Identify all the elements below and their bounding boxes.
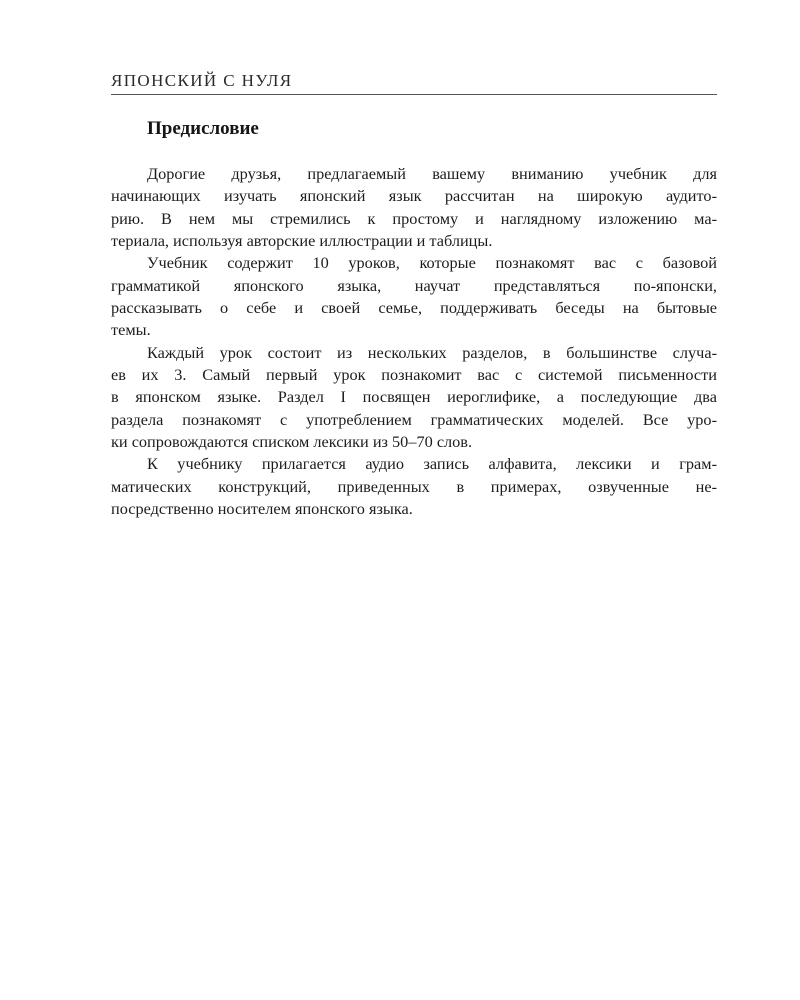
paragraph: [111, 163, 717, 252]
paragraph: [111, 252, 717, 341]
text-line: грамматикой японского языка, научат представляться по-японски,: [111, 275, 717, 295]
text-line: в японском языке. Раздел I посвящен иероглифике, а последующие два: [111, 387, 717, 407]
text-line: матических конструкций, приведенных в примерах, озвученные не-: [111, 476, 717, 496]
text-line: темы.: [111, 320, 151, 340]
body-text: [111, 163, 717, 521]
section-title: Предисловие: [147, 118, 259, 139]
text-line: Учебник содержит 10 уроков, которые познакомят вас с базовой: [147, 253, 717, 273]
text-line: рию. В нем мы стремились к простому и наглядному изложению ма-: [111, 208, 717, 228]
text-line: ев их 3. Самый первый урок познакомит вас с системой письменности: [111, 365, 717, 385]
text-line: посредственно носителем японского языка.: [111, 499, 413, 519]
text-line: Каждый урок состоит из нескольких разделов, в большинстве случа-: [147, 342, 717, 362]
text-line: рассказывать о себе и своей семье, поддерживать беседы на бытовые: [111, 298, 717, 318]
running-header: [111, 70, 717, 95]
text-line: К учебнику прилагается аудио запись алфавита, лексики и грам-: [147, 454, 717, 474]
text-line: начинающих изучать японский язык рассчитан на широкую аудито-: [111, 186, 717, 206]
text-line: териала, используя авторские иллюстрации и таблицы.: [111, 231, 493, 251]
text-line: раздела познакомят с употреблением грамматических моделей. Все уро-: [111, 409, 717, 429]
running-header-title: ЯПОНСКИЙ С НУЛЯ: [111, 71, 293, 90]
text-line: Дорогие друзья, предлагаемый вашему вниманию учебник для: [147, 164, 717, 183]
text-line: ки сопровождаются списком лексики из 50–70 слов.: [111, 432, 473, 452]
paragraph: [111, 342, 717, 454]
paragraph: [111, 453, 717, 520]
